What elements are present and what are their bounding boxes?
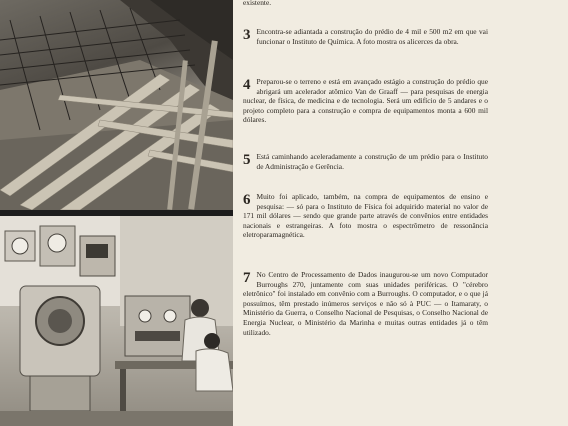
- construction-foundation-photo: [0, 0, 233, 210]
- item-number: 4: [243, 77, 251, 93]
- intro-text: [243, 0, 488, 8]
- list-item: [243, 27, 488, 46]
- item-text: Muito foi aplicado, também, na compra de equipamentos de ensino e pesquisa: — só para o Instituto de Física foi adquirido material no valor de 171 mil dólares — sendo que grande parte através de convênios entre entidades nacionais e estrangeiras. A foto mostra o espectrômetro de ressonância eletroparamagnética.: [243, 192, 488, 240]
- list-item: [243, 192, 488, 240]
- spectrometer-lab-photo: [0, 216, 233, 426]
- list-item: [243, 270, 488, 337]
- item-text: Encontra-se adiantada a construção do prédio de 4 mil e 500 m2 em que vai funcionar o Instituto de Química. A foto mostra os alicerces da obra.: [256, 27, 488, 46]
- item-number: 7: [243, 270, 251, 286]
- item-text: Preparou-se o terreno e está em avançado estágio a construção do prédio que abrigará um acelerador atômico Van de Graaff — para pesquisas de energia nuclear, de física, de medicina e de tecnologia. Será um edifício de 5 andares e o projeto completo para a construção e compra de equipamentos monta a 600 mil dólares.: [243, 77, 488, 125]
- list-item: [243, 152, 488, 171]
- item-text: Está caminhando aceleradamente a construção de um prédio para o Instituto de Administração e Gerência.: [256, 152, 488, 171]
- intro-fragment: existente.: [243, 0, 272, 7]
- item-number: 6: [243, 192, 251, 208]
- list-item: [243, 77, 488, 125]
- item-number: 5: [243, 152, 251, 168]
- item-text: No Centro de Processamento de Dados inaugurou-se um novo Computador Burroughs 270, juntamente com suas unidades periféricas. O "cérebro eletrônico" foi instalado em convênio com a Burroughs. O computador, e o que já possuímos, têm prestado inúmeros serviços e não só à PUC — o Itamaraty, o Ministério da Guerra, o Conselho Nacional de Pesquisas, o Conselho Nacional de Energia Nuclear, o Ministério da Marinha e muitas outras entidades já o têm utilizado.: [243, 270, 488, 337]
- item-number: 3: [243, 27, 251, 43]
